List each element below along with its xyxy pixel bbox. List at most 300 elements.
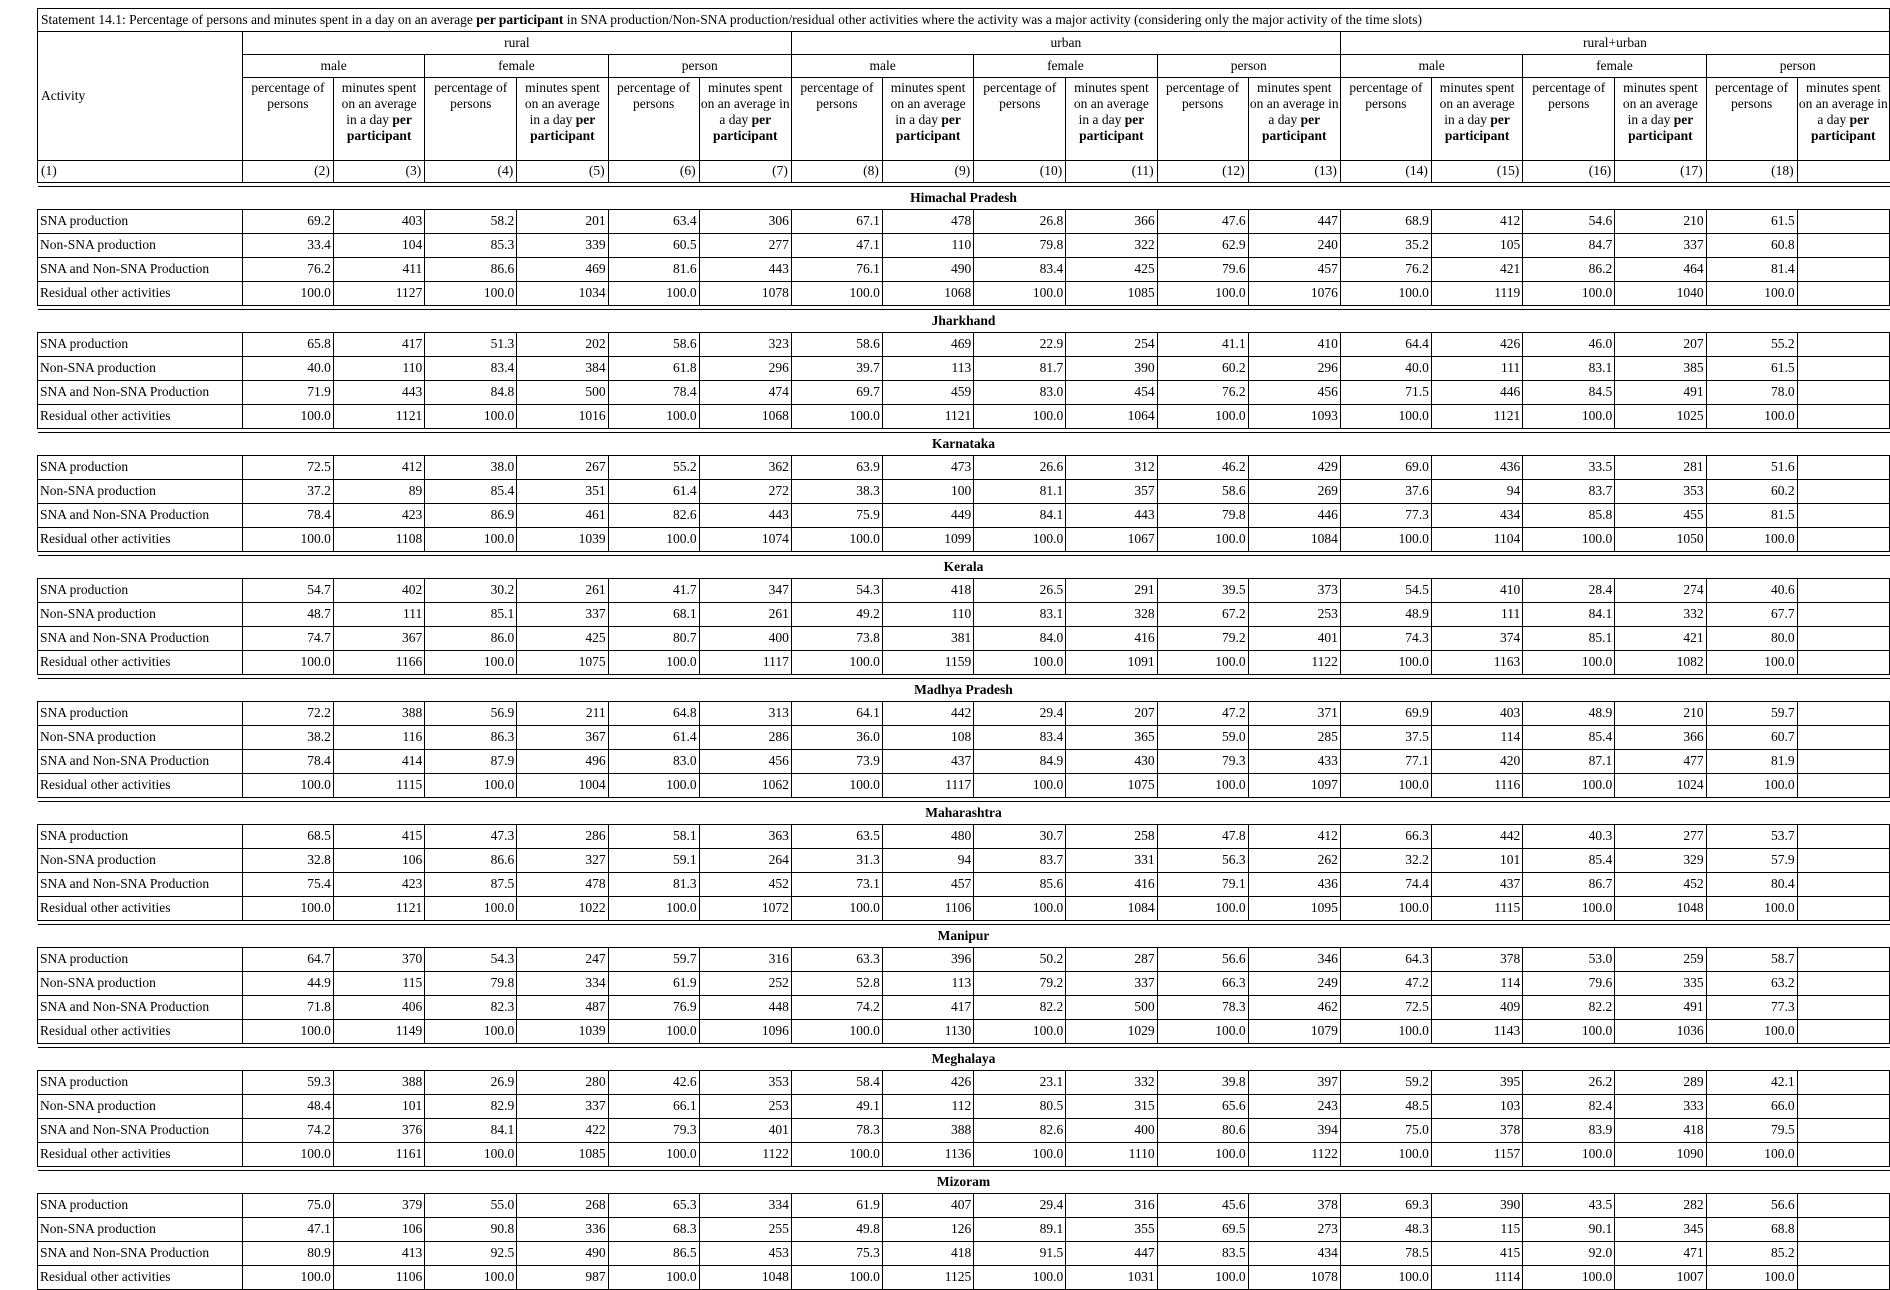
value-cell: 81.5	[1706, 504, 1797, 528]
value-cell: 457	[882, 873, 973, 897]
value-cell: 357	[1066, 480, 1157, 504]
value-cell: 79.3	[1157, 750, 1248, 774]
value-cell: 56.6	[1157, 948, 1248, 972]
value-cell: 306	[699, 210, 791, 234]
value-cell: 1029	[1066, 1020, 1157, 1044]
value-cell: 1117	[882, 774, 973, 798]
value-cell: 79.6	[1523, 972, 1615, 996]
value-cell: 40.0	[242, 357, 333, 381]
value-cell: 100.0	[425, 1266, 517, 1290]
value-cell: 412	[1248, 825, 1340, 849]
value-cell: 114	[1431, 972, 1522, 996]
value-cell: 100.0	[1157, 774, 1248, 798]
value-cell: 74.3	[1340, 627, 1431, 651]
value-cell: 336	[517, 1218, 608, 1242]
value-cell: 76.9	[608, 996, 699, 1020]
value-cell: 418	[882, 1242, 973, 1266]
state-name: Kerala	[38, 556, 1890, 579]
value-cell: 29.4	[974, 1194, 1066, 1218]
table-row	[38, 333, 1890, 357]
value-cell: 42.1	[1706, 1071, 1797, 1095]
percentage-of-persons-header: percentage of persons	[1523, 78, 1615, 161]
value-cell: 100.0	[974, 282, 1066, 306]
activity-label: SNA production	[38, 456, 243, 480]
value-cell: 1068	[882, 282, 973, 306]
value-cell: 334	[517, 972, 608, 996]
value-cell: 100.0	[425, 1143, 517, 1167]
value-cell: 100.0	[425, 774, 517, 798]
value-cell: 59.3	[242, 1071, 333, 1095]
value-cell: 425	[517, 627, 608, 651]
value-cell: 100.0	[608, 1143, 699, 1167]
minutes-per-participant-header	[699, 78, 791, 161]
activity-label: SNA production	[38, 579, 243, 603]
value-cell: 1076	[1248, 282, 1340, 306]
value-cell-clipped	[1797, 873, 1889, 897]
value-cell: 63.2	[1706, 972, 1797, 996]
gender-header: female	[1523, 55, 1706, 78]
value-cell: 86.6	[425, 849, 517, 873]
value-cell: 105	[1431, 234, 1522, 258]
value-cell: 64.7	[242, 948, 333, 972]
value-cell: 81.1	[974, 480, 1066, 504]
table-row	[38, 282, 1890, 306]
value-cell: 418	[1615, 1119, 1706, 1143]
value-cell: 1067	[1066, 528, 1157, 552]
value-cell: 1050	[1615, 528, 1706, 552]
value-cell: 425	[1066, 258, 1157, 282]
value-cell: 1106	[333, 1266, 424, 1290]
minutes-label-plain: minutes spent on an average in a day	[1249, 80, 1339, 127]
value-cell: 78.5	[1340, 1242, 1431, 1266]
value-cell: 396	[882, 948, 973, 972]
value-cell: 58.7	[1706, 948, 1797, 972]
table-row	[38, 381, 1890, 405]
value-cell: 78.4	[242, 504, 333, 528]
value-cell: 100.0	[791, 1266, 882, 1290]
value-cell: 26.8	[974, 210, 1066, 234]
value-cell: 94	[1431, 480, 1522, 504]
value-cell: 1095	[1248, 897, 1340, 921]
value-cell: 423	[333, 873, 424, 897]
value-cell: 48.7	[242, 603, 333, 627]
value-cell: 38.2	[242, 726, 333, 750]
value-cell: 412	[333, 456, 424, 480]
value-cell-clipped	[1797, 333, 1889, 357]
state-heading-row	[38, 925, 1890, 948]
value-cell: 100.0	[1706, 897, 1797, 921]
state-heading-row	[38, 433, 1890, 456]
value-cell-clipped	[1797, 282, 1889, 306]
value-cell: 1085	[1066, 282, 1157, 306]
value-cell: 1091	[1066, 651, 1157, 675]
value-cell: 373	[1248, 579, 1340, 603]
value-cell: 1122	[699, 1143, 791, 1167]
sector-header-row	[38, 32, 1890, 55]
value-cell: 49.1	[791, 1095, 882, 1119]
value-cell: 100.0	[974, 897, 1066, 921]
value-cell: 72.2	[242, 702, 333, 726]
value-cell: 26.5	[974, 579, 1066, 603]
value-cell: 100.0	[1157, 1143, 1248, 1167]
value-cell: 68.8	[1706, 1218, 1797, 1242]
activity-header: Activity	[38, 32, 243, 161]
minutes-label-bold: per participant	[1444, 111, 1510, 143]
value-cell: 426	[1431, 333, 1522, 357]
activity-label: SNA production	[38, 1071, 243, 1095]
gender-header: female	[974, 55, 1157, 78]
value-cell: 57.9	[1706, 849, 1797, 873]
value-cell: 452	[699, 873, 791, 897]
value-cell: 247	[517, 948, 608, 972]
table-row	[38, 726, 1890, 750]
value-cell: 100.0	[791, 528, 882, 552]
minutes-label-bold: per participant	[712, 111, 778, 143]
value-cell: 403	[333, 210, 424, 234]
value-cell: 1036	[1615, 1020, 1706, 1044]
value-cell: 82.2	[974, 996, 1066, 1020]
value-cell: 1079	[1248, 1020, 1340, 1044]
column-number: (6)	[608, 161, 699, 183]
value-cell: 1078	[699, 282, 791, 306]
value-cell: 100.0	[791, 1143, 882, 1167]
value-cell: 79.1	[1157, 873, 1248, 897]
activity-label: SNA and Non-SNA Production	[38, 750, 243, 774]
value-cell: 100.0	[974, 1143, 1066, 1167]
value-cell: 461	[517, 504, 608, 528]
value-cell: 447	[1066, 1242, 1157, 1266]
value-cell: 443	[333, 381, 424, 405]
value-cell: 378	[1248, 1194, 1340, 1218]
value-cell: 110	[882, 234, 973, 258]
value-cell: 31.3	[791, 849, 882, 873]
value-cell: 367	[517, 726, 608, 750]
value-cell: 67.7	[1706, 603, 1797, 627]
state-name: Maharashtra	[38, 802, 1890, 825]
value-cell: 65.3	[608, 1194, 699, 1218]
value-cell: 54.6	[1523, 210, 1615, 234]
value-cell-clipped	[1797, 897, 1889, 921]
value-cell: 316	[1066, 1194, 1157, 1218]
activity-label: Non-SNA production	[38, 357, 243, 381]
title-prefix: Statement 14.1: Percentage of persons and minutes spent in a day on an average	[41, 11, 473, 27]
value-cell: 39.5	[1157, 579, 1248, 603]
table-row	[38, 1119, 1890, 1143]
value-cell: 85.3	[425, 234, 517, 258]
value-cell: 85.4	[1523, 726, 1615, 750]
value-cell: 100.0	[1340, 1143, 1431, 1167]
value-cell: 83.0	[608, 750, 699, 774]
table-row	[38, 1218, 1890, 1242]
value-cell: 421	[1431, 258, 1522, 282]
value-cell: 261	[699, 603, 791, 627]
value-cell-clipped	[1797, 948, 1889, 972]
minutes-per-participant-header	[1066, 78, 1157, 161]
value-cell: 456	[1248, 381, 1340, 405]
table-row	[38, 1143, 1890, 1167]
value-cell: 1117	[699, 651, 791, 675]
value-cell: 86.0	[425, 627, 517, 651]
value-cell: 410	[1431, 579, 1522, 603]
value-cell: 285	[1248, 726, 1340, 750]
value-cell: 1115	[1431, 897, 1522, 921]
value-cell: 80.5	[974, 1095, 1066, 1119]
value-cell: 296	[699, 357, 791, 381]
value-cell: 254	[1066, 333, 1157, 357]
value-cell: 100.0	[1706, 1020, 1797, 1044]
gender-header: male	[1340, 55, 1522, 78]
value-cell: 490	[882, 258, 973, 282]
value-cell-clipped	[1797, 1194, 1889, 1218]
value-cell: 1085	[517, 1143, 608, 1167]
value-cell: 100.0	[608, 774, 699, 798]
value-cell: 384	[517, 357, 608, 381]
value-cell: 103	[1431, 1095, 1522, 1119]
value-cell: 1075	[1066, 774, 1157, 798]
value-cell: 106	[333, 1218, 424, 1242]
value-cell: 430	[1066, 750, 1157, 774]
value-cell: 69.3	[1340, 1194, 1431, 1218]
activity-label: Residual other activities	[38, 1266, 243, 1290]
value-cell: 47.1	[791, 234, 882, 258]
value-cell: 1110	[1066, 1143, 1157, 1167]
value-cell: 412	[1431, 210, 1522, 234]
value-cell: 374	[1431, 627, 1522, 651]
activity-label: Non-SNA production	[38, 480, 243, 504]
value-cell: 67.1	[791, 210, 882, 234]
value-cell: 366	[1066, 210, 1157, 234]
value-cell: 74.7	[242, 627, 333, 651]
value-cell: 85.8	[1523, 504, 1615, 528]
value-cell: 80.7	[608, 627, 699, 651]
value-cell: 100.0	[242, 774, 333, 798]
value-cell: 436	[1431, 456, 1522, 480]
value-cell: 464	[1615, 258, 1706, 282]
value-cell: 46.0	[1523, 333, 1615, 357]
value-cell: 353	[699, 1071, 791, 1095]
statement-body	[38, 183, 1890, 1290]
value-cell: 65.6	[1157, 1095, 1248, 1119]
value-cell: 53.7	[1706, 825, 1797, 849]
value-cell: 286	[699, 726, 791, 750]
value-cell: 71.8	[242, 996, 333, 1020]
value-cell: 416	[1066, 627, 1157, 651]
value-cell: 58.4	[791, 1071, 882, 1095]
value-cell: 75.4	[242, 873, 333, 897]
minutes-label-plain: minutes spent on an average in a day	[524, 80, 600, 127]
value-cell: 1149	[333, 1020, 424, 1044]
value-cell: 86.6	[425, 258, 517, 282]
value-cell: 1104	[1431, 528, 1522, 552]
value-cell: 1097	[1248, 774, 1340, 798]
minutes-label-plain: minutes spent on an average in a day	[1622, 80, 1698, 127]
activity-label: Residual other activities	[38, 1143, 243, 1167]
value-cell: 35.2	[1340, 234, 1431, 258]
value-cell: 437	[882, 750, 973, 774]
value-cell: 61.8	[608, 357, 699, 381]
activity-label: Residual other activities	[38, 405, 243, 429]
value-cell: 1031	[1066, 1266, 1157, 1290]
minutes-label-bold: per participant	[346, 111, 412, 143]
value-cell: 80.9	[242, 1242, 333, 1266]
value-cell: 100.0	[791, 897, 882, 921]
value-cell: 64.8	[608, 702, 699, 726]
activity-label: SNA production	[38, 825, 243, 849]
value-cell-clipped	[1797, 234, 1889, 258]
activity-label: SNA and Non-SNA Production	[38, 627, 243, 651]
activity-label: SNA production	[38, 1194, 243, 1218]
value-cell: 1125	[882, 1266, 973, 1290]
value-cell: 1121	[333, 405, 424, 429]
value-cell: 370	[333, 948, 424, 972]
value-cell: 68.3	[608, 1218, 699, 1242]
value-cell: 420	[1431, 750, 1522, 774]
activity-label: SNA production	[38, 333, 243, 357]
activity-label: SNA and Non-SNA Production	[38, 258, 243, 282]
value-cell: 72.5	[242, 456, 333, 480]
value-cell: 436	[1248, 873, 1340, 897]
value-cell: 66.1	[608, 1095, 699, 1119]
value-cell: 46.2	[1157, 456, 1248, 480]
state-heading-row	[38, 187, 1890, 210]
value-cell: 30.7	[974, 825, 1066, 849]
value-cell: 101	[1431, 849, 1522, 873]
gender-header-row	[38, 55, 1890, 78]
value-cell: 63.4	[608, 210, 699, 234]
value-cell: 423	[333, 504, 424, 528]
value-cell: 401	[699, 1119, 791, 1143]
value-cell: 86.2	[1523, 258, 1615, 282]
value-cell: 100.0	[608, 1020, 699, 1044]
value-cell: 81.3	[608, 873, 699, 897]
state-heading-row	[38, 802, 1890, 825]
value-cell: 490	[517, 1242, 608, 1266]
value-cell: 210	[1615, 210, 1706, 234]
minutes-label-bold: per participant	[1628, 111, 1694, 143]
minutes-label-plain: minutes spent on an average in a day	[700, 80, 790, 127]
table-row	[38, 357, 1890, 381]
value-cell-clipped	[1797, 504, 1889, 528]
value-cell: 1064	[1066, 405, 1157, 429]
value-cell: 82.6	[974, 1119, 1066, 1143]
column-number: (11)	[1066, 161, 1157, 183]
value-cell: 1090	[1615, 1143, 1706, 1167]
value-cell-clipped	[1797, 405, 1889, 429]
column-number: (3)	[333, 161, 424, 183]
minutes-per-participant-header	[1431, 78, 1522, 161]
table-row	[38, 1095, 1890, 1119]
column-number: (15)	[1431, 161, 1522, 183]
percentage-of-persons-header: percentage of persons	[1157, 78, 1248, 161]
value-cell: 1007	[1615, 1266, 1706, 1290]
value-cell: 100.0	[608, 1266, 699, 1290]
activity-label: Residual other activities	[38, 651, 243, 675]
value-cell: 100.0	[425, 1020, 517, 1044]
value-cell: 100.0	[1523, 897, 1615, 921]
value-cell: 61.9	[791, 1194, 882, 1218]
value-cell: 471	[1615, 1242, 1706, 1266]
value-cell-clipped	[1797, 1071, 1889, 1095]
value-cell: 1093	[1248, 405, 1340, 429]
table-row	[38, 456, 1890, 480]
state-name: Madhya Pradesh	[38, 679, 1890, 702]
value-cell: 84.1	[974, 504, 1066, 528]
value-cell-clipped	[1797, 750, 1889, 774]
value-cell: 76.2	[242, 258, 333, 282]
value-cell: 100.0	[1157, 405, 1248, 429]
value-cell: 75.9	[791, 504, 882, 528]
value-cell: 331	[1066, 849, 1157, 873]
value-cell-clipped	[1797, 456, 1889, 480]
value-cell: 240	[1248, 234, 1340, 258]
gender-header: person	[1706, 55, 1889, 78]
value-cell: 33.4	[242, 234, 333, 258]
value-cell: 280	[517, 1071, 608, 1095]
value-cell: 100.0	[1340, 405, 1431, 429]
percentage-of-persons-header: percentage of persons	[974, 78, 1066, 161]
value-cell: 71.9	[242, 381, 333, 405]
value-cell: 267	[517, 456, 608, 480]
value-cell: 64.1	[791, 702, 882, 726]
minutes-label-bold: per participant	[530, 111, 596, 143]
value-cell: 43.5	[1523, 1194, 1615, 1218]
value-cell: 261	[517, 579, 608, 603]
value-cell: 437	[1431, 873, 1522, 897]
minutes-label-plain: minutes spent on an average in a day	[1073, 80, 1149, 127]
value-cell: 68.9	[1340, 210, 1431, 234]
value-cell: 81.7	[974, 357, 1066, 381]
value-cell: 100	[882, 480, 973, 504]
value-cell: 400	[1066, 1119, 1157, 1143]
value-cell: 80.0	[1706, 627, 1797, 651]
value-cell: 26.2	[1523, 1071, 1615, 1095]
activity-label: Residual other activities	[38, 897, 243, 921]
table-row	[38, 480, 1890, 504]
value-cell: 282	[1615, 1194, 1706, 1218]
value-cell: 100.0	[1340, 282, 1431, 306]
value-cell: 1074	[699, 528, 791, 552]
value-cell: 77.3	[1706, 996, 1797, 1020]
value-cell: 335	[1615, 972, 1706, 996]
value-cell: 64.3	[1340, 948, 1431, 972]
value-cell: 37.2	[242, 480, 333, 504]
value-cell: 55.2	[608, 456, 699, 480]
value-cell: 79.8	[1157, 504, 1248, 528]
value-cell-clipped	[1797, 1119, 1889, 1143]
value-cell: 84.0	[974, 627, 1066, 651]
value-cell: 33.5	[1523, 456, 1615, 480]
value-cell: 252	[699, 972, 791, 996]
value-cell-clipped	[1797, 579, 1889, 603]
value-cell: 262	[1248, 849, 1340, 873]
value-cell: 339	[517, 234, 608, 258]
value-cell: 1048	[699, 1266, 791, 1290]
column-number: (1)	[38, 161, 243, 183]
value-cell: 86.5	[608, 1242, 699, 1266]
value-cell: 496	[517, 750, 608, 774]
activity-label: SNA and Non-SNA Production	[38, 1242, 243, 1266]
minutes-per-participant-header	[333, 78, 424, 161]
value-cell: 347	[699, 579, 791, 603]
title-bold: per participant	[476, 11, 564, 27]
value-cell: 66.0	[1706, 1095, 1797, 1119]
value-cell: 363	[699, 825, 791, 849]
value-cell: 73.1	[791, 873, 882, 897]
state-heading-row	[38, 679, 1890, 702]
table-row	[38, 504, 1890, 528]
value-cell: 100.0	[425, 282, 517, 306]
value-cell: 61.9	[608, 972, 699, 996]
